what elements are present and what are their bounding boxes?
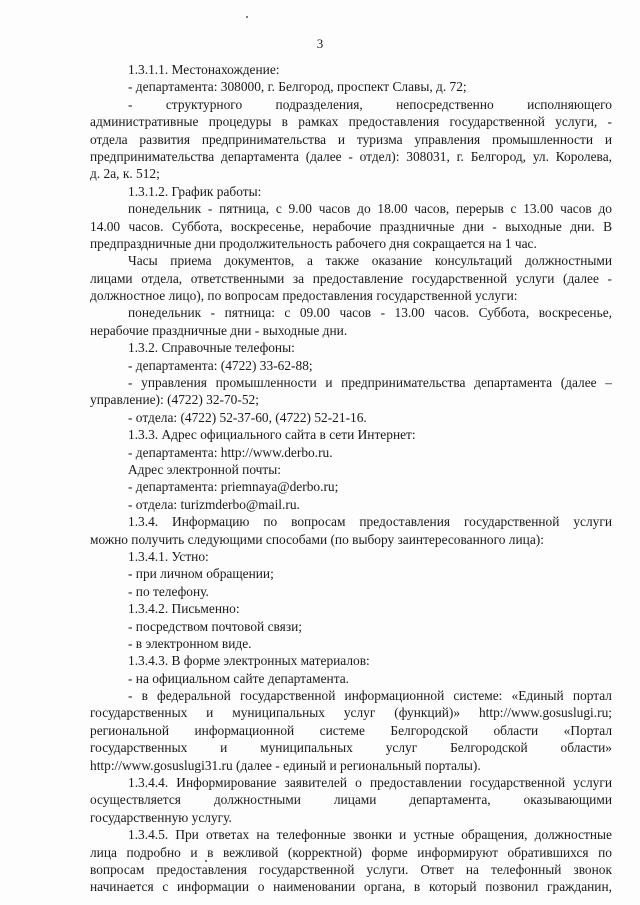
text-line: вопросам предоставления государственной услуги. Ответ на телефонный звонок [90,861,612,877]
text-line: должностное лицо), по вопросам предоставления государственной услуги: [90,288,518,304]
text-line: отдела развития предпринимательства и туризма управления промышленности и [90,131,612,147]
page-number: 3 [316,36,324,51]
text-line: лицами отдела, ответственными за предоставление государственной услуги (далее - [90,270,612,286]
text-line: - департамента: 308000, г. Белгород, проспект Славы, д. 72; [128,79,467,95]
text-line: 1.3.3. Адрес официального сайта в сети Интернет: [128,427,416,443]
text-line: 1.3.4.2. Письменно: [128,601,240,617]
text-line: осуществляется должностными лицами департамента, оказывающими [90,792,612,808]
text-line: административные процедуры в рамках предоставления государственной услуги, - [90,114,612,130]
text-line: Часы приема документов, а также оказание консультаций должностными [128,253,612,269]
text-line: государственных и муниципальных услуг (функций)» http://www.gosuslugi.ru; [90,705,612,721]
text-line: 1.3.1.1. Местонахождение: [128,62,280,77]
text-line: - при личном обращении; [128,566,274,582]
text-line: - на официальном сайте департамента. [128,670,350,686]
text-line: - департамента: (4722) 33-62-88; [128,357,313,373]
scan-speck [205,860,207,862]
text-line: понедельник - пятница: с 09.00 часов - 13.00 часов. Суббота, воскресенье, [128,305,612,321]
text-line: - отдела: turizmderbo@mail.ru. [128,496,300,512]
text-line: - по телефону. [128,583,209,599]
text-line: можно получить следующими способами (по выбору заинтересованного лица): [90,531,544,547]
scan-speck [246,16,248,18]
text-line: начинается с информации о наименовании органа, в который позвонил гражданин, [90,879,612,895]
text-line: - департамента: priemnaya@derbo.ru; [128,479,339,495]
text-line: предпринимательства департамента (далее - отдел): 308031, г. Белгород, ул. Королева, [90,148,612,164]
text-line: Адрес электронной почты: [128,461,281,477]
text-line: управление): (4722) 32-70-52; [90,392,259,408]
text-line: 1.3.4.5. При ответах на телефонные звонки и устные обращения, должностные [128,827,612,843]
text-line: предпраздничные дни продолжительность рабочего дня сокращается на 1 час. [90,235,537,251]
text-line: понедельник - пятница, с 9.00 часов до 18.00 часов, перерыв с 13.00 часов до [128,201,612,217]
text-line: 1.3.4. Информацию по вопросам предоставления государственной услуги [128,514,612,530]
text-line: 14.00 часов. Суббота, воскресенье, нерабочие праздничные дни - выходные дни. В [90,218,612,234]
text-line: - структурного подразделения, непосредственно исполняющего [128,96,612,112]
text-line: лица подробно и в вежливой (корректной) форме информируют обратившихся по [90,844,612,860]
document-body [90,61,612,896]
text-line: - посредством почтовой связи; [128,618,302,634]
text-line: 1.3.4.1. Устно: [128,548,209,564]
text-line: региональной информационной системе Белгородской области «Портал [90,722,612,738]
text-line: нерабочие праздничные дни - выходные дни. [90,322,348,338]
text-line: 1.3.1.2. График работы: [128,183,262,199]
text-line: 1.3.4.4. Информирование заявителей о предоставлении государственной услуги [128,775,612,791]
text-line: 1.3.2. Справочные телефоны: [128,340,295,356]
text-line: государственную услугу. [90,809,232,825]
text-line: - отдела: (4722) 52-37-60, (4722) 52-21-16. [128,409,367,425]
text-line: 1.3.4.3. В форме электронных материалов: [128,653,370,669]
text-line: - департамента: http://www.derbo.ru. [128,444,333,460]
text-line: http://www.gosuslugi31.ru (далее - единый и региональный порталы). [90,757,481,773]
text-line: - управления промышленности и предпринимательства департамента (далее – [128,375,612,391]
text-line: государственных и муниципальных услуг Белгородской области» [90,740,612,756]
text-line: д. 2а, к. 512; [90,166,160,182]
text-line: - в электронном виде. [128,635,252,651]
text-line: - в федеральной государственной информационной системе: «Единый портал [128,688,612,704]
